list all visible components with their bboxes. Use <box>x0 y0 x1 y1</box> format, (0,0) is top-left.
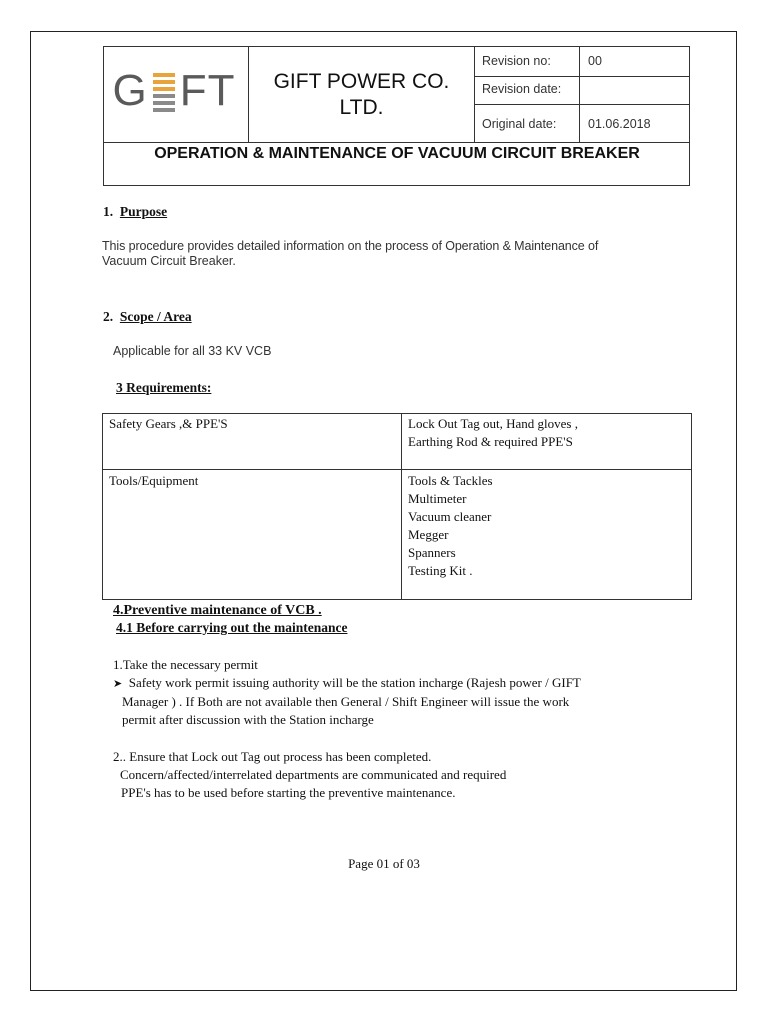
requirements-heading: 3 Requirements: <box>116 380 212 395</box>
requirements-table <box>102 413 692 600</box>
scope-text: Applicable for all 33 KV VCB <box>113 344 272 358</box>
preventive-subheading: 4.1 Before carrying out the maintenance <box>116 620 348 635</box>
page-number: Page 01 of 03 <box>348 856 420 871</box>
original-date-value: 01.06.2018 <box>588 117 651 131</box>
arrow-bullet-icon: ➤ <box>113 677 123 690</box>
revision-no-label: Revision no: <box>482 54 551 68</box>
table-row-label: Safety Gears ,& PPE'S <box>109 416 228 431</box>
purpose-heading: 1. Purpose <box>103 204 168 219</box>
document-title: OPERATION & MAINTENANCE OF VACUUM CIRCUIT BREAKER <box>154 145 640 162</box>
revision-no-value: 00 <box>588 54 602 68</box>
logo-bars-icon <box>150 71 178 111</box>
preventive-heading: 4.Preventive maintenance of VCB . <box>113 603 322 618</box>
step-2: 2.. Ensure that Lock out Tag out process has been completed. Concern/affected/interrelated departments are communicated and required PPE's has to be used before starting the preventive maintenance. <box>113 749 507 800</box>
table-row-label: Tools/Equipment <box>109 473 199 488</box>
revision-date-label: Revision date: <box>482 82 562 96</box>
gift-logo: G FT <box>112 66 236 115</box>
table-row-items: Tools & Tackles Multimeter Vacuum cleaner Megger Spanners Testing Kit . <box>408 473 493 578</box>
step-1: 1.Take the necessary permit <box>113 657 258 672</box>
purpose-text: This procedure provides detailed information on the process of Operation & Maintenance of Vacuum Circuit Breaker. <box>102 239 599 268</box>
company-name: GIFT POWER CO. LTD. <box>273 69 450 119</box>
table-row-items: Lock Out Tag out, Hand gloves , Earthing Rod & required PPE'S <box>408 416 578 449</box>
permit-bullet: ➤ Safety work permit issuing authority will be the station incharge (Rajesh power / GIFT Manager ) . If Both are not available then General / Shift Engineer will issue the work permit after discussion with the Station incharge <box>113 675 581 727</box>
original-date-label: Original date: <box>482 117 557 131</box>
scope-heading: 2. Scope / Area <box>103 309 192 324</box>
document-header <box>103 46 690 186</box>
